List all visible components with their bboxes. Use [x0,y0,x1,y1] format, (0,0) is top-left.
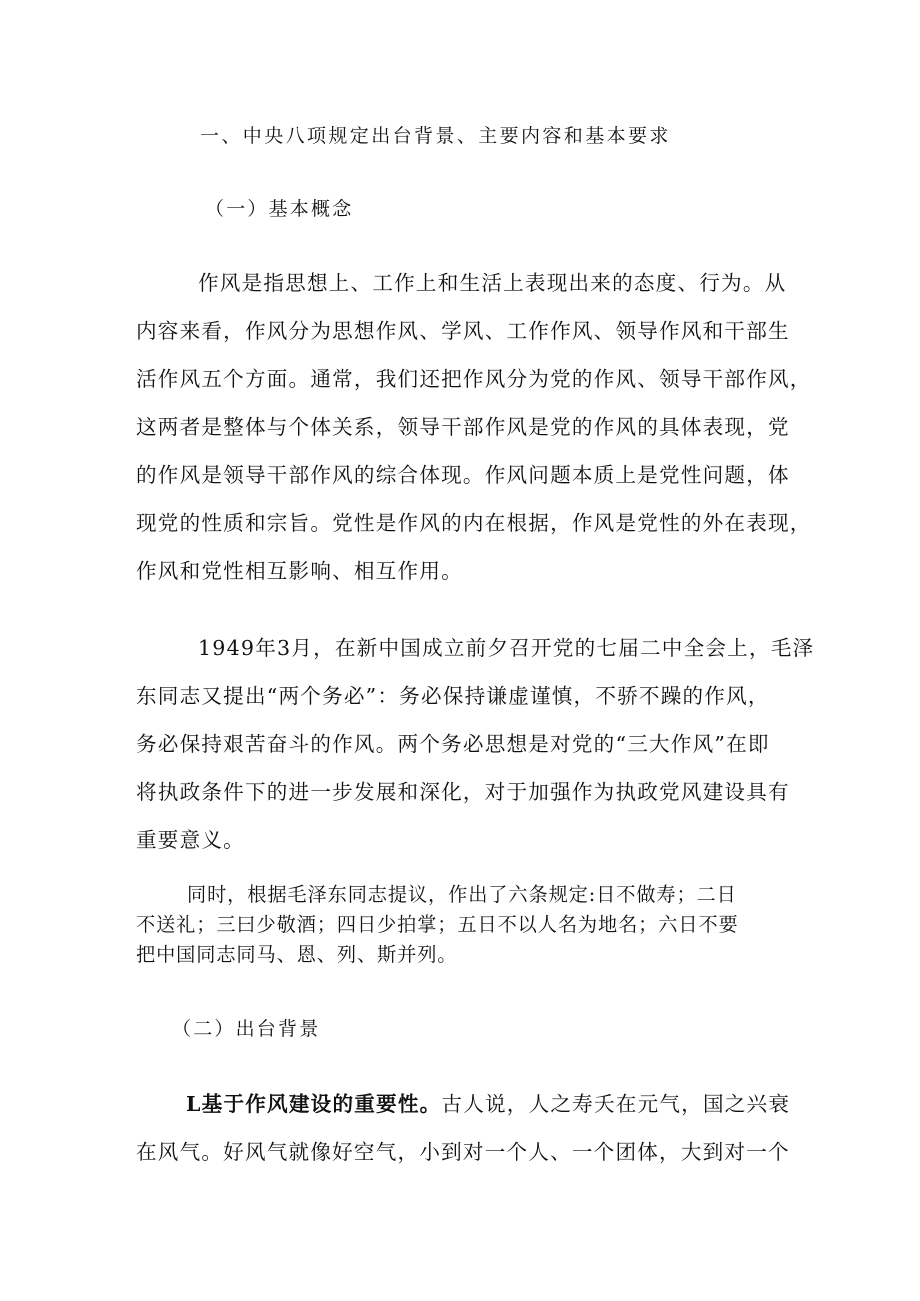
section-title-background: （二）出台背景 [172,1018,321,1040]
paragraph-text: 古人说，人之寿夭在元气，国之兴衰 [441,1092,791,1116]
paragraph-line: 这两者是整体与个体关系，领导干部作风是党的作风的具体表现，党 [136,415,790,439]
section-title-basic-concepts: （一）基本概念 [205,198,354,220]
paragraph-line: 在风气。好风气就像好空气，小到对一个人、一个团体，大到对一个 [136,1140,790,1164]
paragraph-line: 的作风是领导干部作风的综合体现。作风问题本质上是党性问题，体 [136,463,790,487]
paragraph-line [186,1087,790,1117]
paragraph-line: 作风和党性相互影响、相互作用。 [136,559,463,583]
paragraph-line: 现党的性质和宗旨。党性是作风的内在根据，作风是党性的外在表现， [136,511,812,535]
paragraph-line: 重要意义。 [136,828,245,852]
paragraph-line: 作风是指思想上、工作上和生活上表现出来的态度、行为。从 [198,271,787,295]
chapter-heading: 一、中央八项规定出台背景、主要内容和基本要求 [200,125,671,147]
paragraph-line: 务必保持艰苦奋斗的作风。两个务必思想是对党的“三大作风”在即 [136,732,770,756]
bold-lead-phrase: L基于作风建设的重要性。 [186,1092,442,1116]
paragraph-line: 活作风五个方面。通常，我们还把作风分为党的作风、领导干部作风， [136,367,812,391]
paragraph-line: 1949年3月，在新中国成立前夕召开党的七届二中全会上，毛泽 [198,636,815,660]
paragraph-line: 同时，根据毛泽东同志提议，作出了六条规定:日不做寿；二日 [187,883,737,906]
paragraph-line: 东同志又提出“两个务必”：务必保持谦虚谨慎，不骄不躁的作风， [136,684,770,708]
paragraph-line: 内容来看，作风分为思想作风、学风、工作作风、领导作风和干部生 [136,319,790,343]
paragraph-line: 将执政条件下的进一步发展和深化，对于加强作为执政党风建设具有 [136,780,790,804]
paragraph-line: 把中国同志同马、恩、列、斯并列。 [136,943,458,966]
paragraph-line: 不送礼；三曰少敬酒；四日少拍掌；五日不以人名为地名；六日不要 [136,913,739,936]
